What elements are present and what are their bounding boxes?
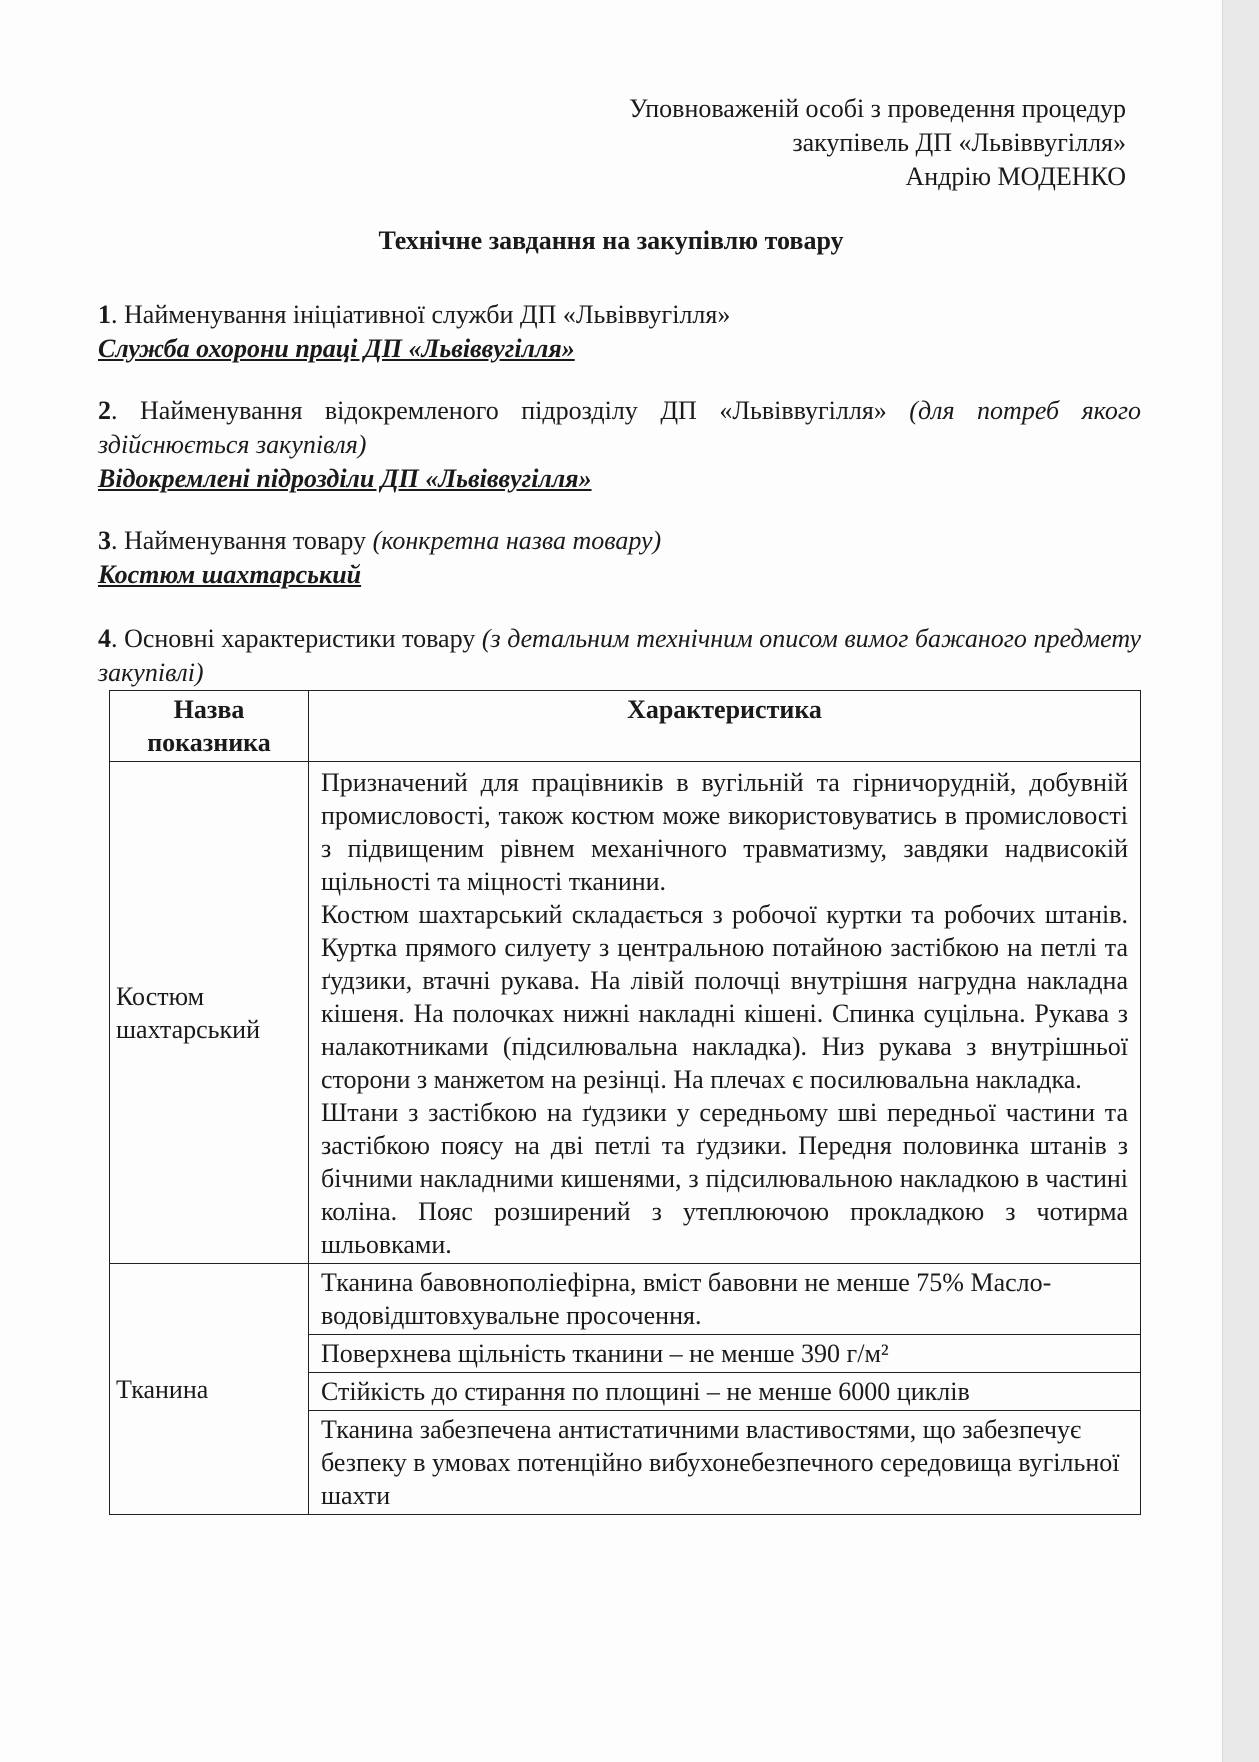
document-title: Технічне завдання на закупівлю товару bbox=[378, 226, 844, 255]
header-characteristic: Характеристика bbox=[309, 691, 1141, 762]
fabric-density: Поверхнева щільність тканини – не менше 390 г/м² bbox=[309, 1335, 1141, 1373]
addressee-line-1: Уповноваженій особі з проведення процедур bbox=[629, 94, 1126, 123]
addressee-line-3: Андрію МОДЕНКО bbox=[905, 162, 1126, 191]
section-4 bbox=[98, 622, 1141, 690]
fabric-antistatic: Тканина забезпечена антистатичними властивостями, що забезпечує безпеку в умовах потенційно вибухонебезпечного середовища вугільної шахти bbox=[309, 1411, 1141, 1515]
header-indicator-name: Назва показника bbox=[110, 691, 309, 762]
fabric-composition: Тканина бавовнополіефірна, вміст бавовни не менше 75% Масло-водовідштовхувальне просочення. bbox=[309, 1264, 1141, 1335]
fabric-abrasion: Стійкість до стирання по площині – не менше 6000 циклів bbox=[309, 1373, 1141, 1411]
section-3-label: . Найменування товару bbox=[111, 526, 373, 555]
section-4-note: (з детальним технічним описом вимог бажаного предмету закупівлі) bbox=[98, 624, 1142, 687]
section-2 bbox=[98, 394, 1141, 496]
suit-jacket-text: Костюм шахтарський складається з робочої куртки та робочих штанів. Куртка прямого силуету з центральною потайною застібкою на петлі та ґудзики, втачні рукава. На лівій полочці внутрішня нагрудна накладна кішеня. На полочках нижні накладні кішені. Спинка суцільна. Рукава з налакотниками (підсилювальна накладка). Низ рукава з внутрішньої сторони з манжетом на резінці. На плечах є посилювальна накладка. bbox=[321, 900, 1128, 1094]
section-1-number: 1 bbox=[98, 300, 111, 329]
section-1-label: . Найменування ініціативної служби ДП «Львіввугілля» bbox=[111, 300, 731, 329]
section-2-note: (для потреб якого здійснюється закупівля) bbox=[98, 396, 1141, 459]
row-fabric-name: Тканина bbox=[110, 1264, 309, 1515]
suit-purpose-text: Призначений для працівників в вугільній та гірничорудній, добувній промисловості, також костюм може використовуватись в промисловості з підвищеним рівнем механічного травматизму, завдяки надвисокій щільності та міцності тканини. bbox=[321, 768, 1128, 896]
section-3 bbox=[98, 524, 1141, 592]
addressee-line-2: закупівель ДП «Львіввугілля» bbox=[792, 128, 1126, 157]
row-suit-name: Костюм шахтарський bbox=[110, 762, 309, 1264]
section-3-note: (конкретна назва товару) bbox=[372, 526, 662, 555]
table-header-row bbox=[110, 691, 1141, 762]
section-3-answer: Костюм шахтарський bbox=[98, 560, 362, 589]
section-2-label: . Найменування відокремленого підрозділу ДП «Львіввугілля» bbox=[111, 396, 910, 425]
table-row bbox=[110, 1264, 1141, 1335]
characteristics-table bbox=[109, 690, 1141, 1515]
suit-trousers-text: Штани з застібкою на ґудзики у середньому шві передньої частини та застібкою поясу на дві петлі та ґудзики. Передня половинка штанів з бічними накладними кишенями, з підсилювальною накладкою в частині коліна. Пояс розширений з утеплюючою прокладкою з чотирма шльовками. bbox=[321, 1098, 1128, 1259]
section-1-answer: Служба охорони праці ДП «Львіввугілля» bbox=[98, 334, 575, 363]
row-suit-description bbox=[309, 762, 1141, 1264]
section-3-number: 3 bbox=[98, 526, 111, 555]
section-2-number: 2 bbox=[98, 396, 111, 425]
section-1 bbox=[98, 298, 1141, 366]
table-row bbox=[110, 762, 1141, 1264]
section-4-label: . Основні характеристики товару bbox=[111, 624, 482, 653]
section-4-number: 4 bbox=[98, 624, 111, 653]
addressee-block bbox=[629, 92, 1126, 194]
section-2-answer: Відокремлені підрозділи ДП «Львіввугілля» bbox=[98, 464, 592, 493]
